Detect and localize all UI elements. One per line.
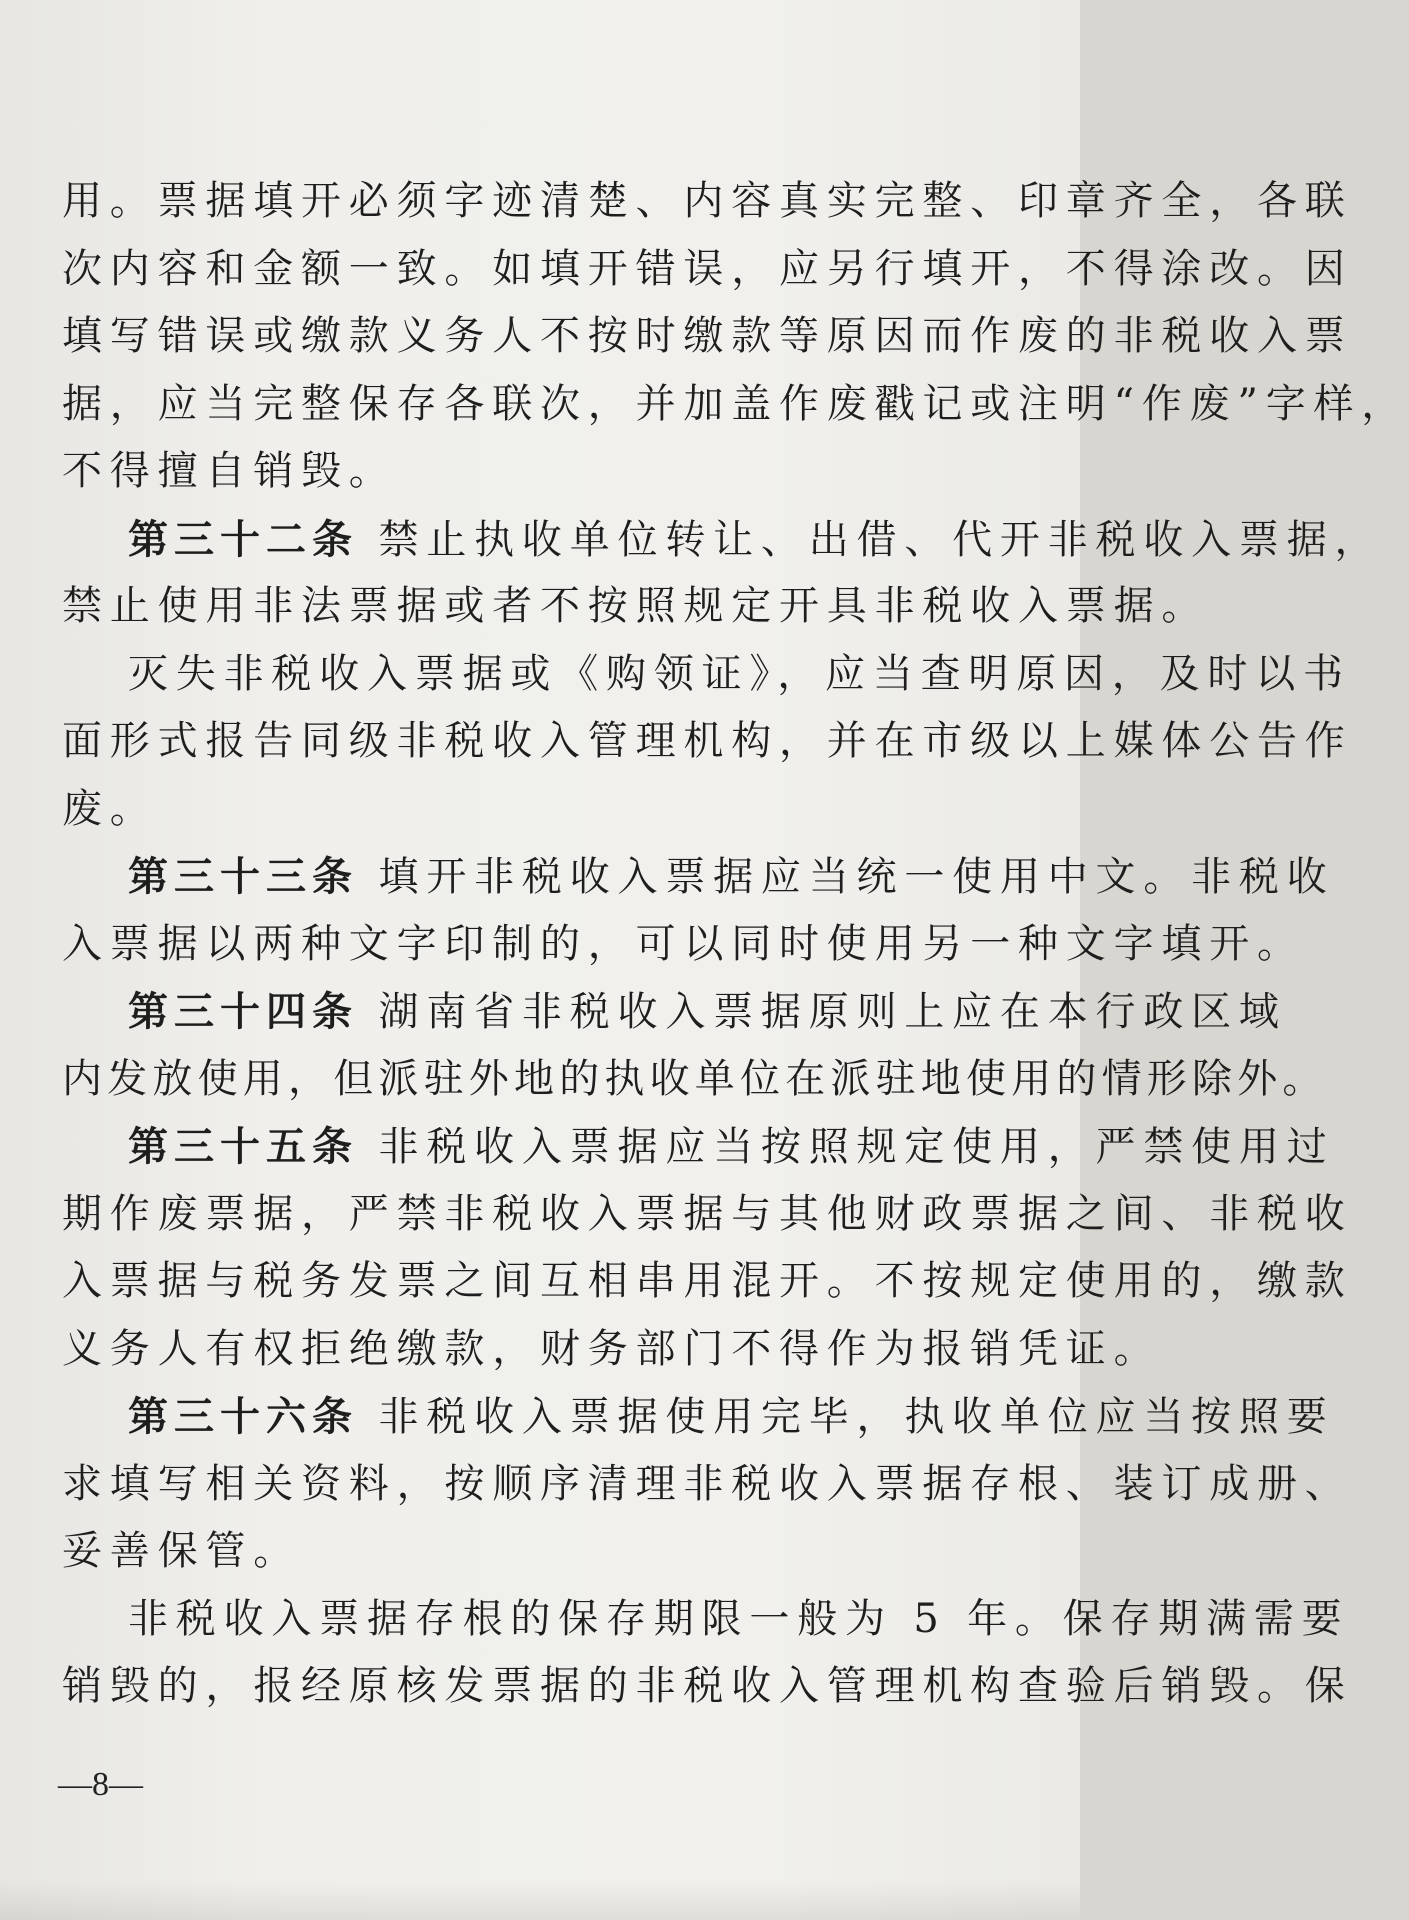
text-line: 义务人有权拒绝缴款，财务部门不得作为报销凭证。 (62, 1325, 1162, 1372)
article-number: 第三十三条 (128, 853, 358, 900)
article-33 (62, 843, 1335, 978)
text-line: 禁止使用非法票据或者不按照规定开具非税收入票据。 (62, 583, 1210, 629)
text-line: 妥善保管。 (62, 1528, 301, 1574)
text-line (62, 506, 1383, 574)
spacer (358, 517, 379, 563)
text-line: 次内容和金额一致。如填开错误，应另行填开，不得涂改。因 (62, 245, 1353, 292)
text-line (62, 978, 1287, 1046)
spacer (358, 1394, 379, 1440)
article-number: 第三十六条 (128, 1393, 358, 1440)
article-text: 非税收入票据使用完毕，执收单位应当按照要 (378, 1394, 1335, 1440)
article-text: 湖南省非税收入票据原则上应在本行政区域 (378, 989, 1287, 1035)
article-35 (62, 1113, 1353, 1383)
spacer (358, 1124, 379, 1170)
text-line: 入票据与税务发票之间互相串用混开。不按规定使用的，缴款 (62, 1258, 1353, 1304)
text-line: 内发放使用，但派驻外地的执收单位在派驻地使用的情形除外。 (62, 1055, 1328, 1102)
article-32 (62, 506, 1383, 641)
article-34 (62, 978, 1328, 1113)
page-edge-shadow (0, 1880, 1080, 1920)
text-line: 面形式报告同级非税收入管理机构，并在市级以上媒体公告作 (62, 718, 1353, 764)
text-line: 销毁的，报经原核发票据的非税收入管理机构查验后销毁。保 (62, 1663, 1353, 1709)
text-line (62, 1383, 1335, 1451)
text-line: 入票据以两种文字印制的，可以同时使用另一种文字填开。 (62, 920, 1305, 967)
article-36 (62, 1383, 1353, 1586)
spacer (358, 854, 379, 900)
article-text: 非税收入票据应当按照规定使用，严禁使用过 (378, 1124, 1335, 1170)
text-line: 用。票据填开必须字迹清楚、内容真实完整、印章齐全，各联 (62, 178, 1353, 224)
spacer (358, 989, 379, 1035)
text-line: 不得擅自销毁。 (62, 448, 397, 494)
article-text: 禁止执收单位转让、出借、代开非税收入票据， (378, 516, 1383, 563)
paragraph (62, 641, 1353, 844)
article-number: 第三十五条 (128, 1123, 358, 1170)
text-line (62, 1113, 1335, 1181)
text-line: 求填写相关资料，按顺序清理非税收入票据存根、装订成册、 (62, 1460, 1353, 1507)
article-number: 第三十四条 (128, 988, 358, 1035)
page-number: —8— (58, 1766, 143, 1803)
text-line: 灭失非税收入票据或《购领证》，应当查明原因，及时以书 (128, 650, 1351, 697)
article-text: 填开非税收入票据应当统一使用中文。非税收 (378, 854, 1335, 900)
document-body (62, 168, 1409, 1721)
text-line: 废。 (62, 785, 158, 832)
text-line: 据，应当完整保存各联次，并加盖作废戳记或注明“作废”字样， (62, 380, 1409, 427)
paragraph (62, 1586, 1353, 1721)
article-number: 第三十二条 (128, 515, 358, 563)
text-line (62, 843, 1335, 911)
paragraph (62, 168, 1409, 506)
text-line: 非税收入票据存根的保存期限一般为 5 年。保存期满需要 (128, 1595, 1350, 1642)
text-line: 填写错误或缴款义务人不按时缴款等原因而作废的非税收入票 (62, 313, 1353, 359)
text-line: 期作废票据，严禁非税收入票据与其他财政票据之间、非税收 (62, 1190, 1353, 1237)
